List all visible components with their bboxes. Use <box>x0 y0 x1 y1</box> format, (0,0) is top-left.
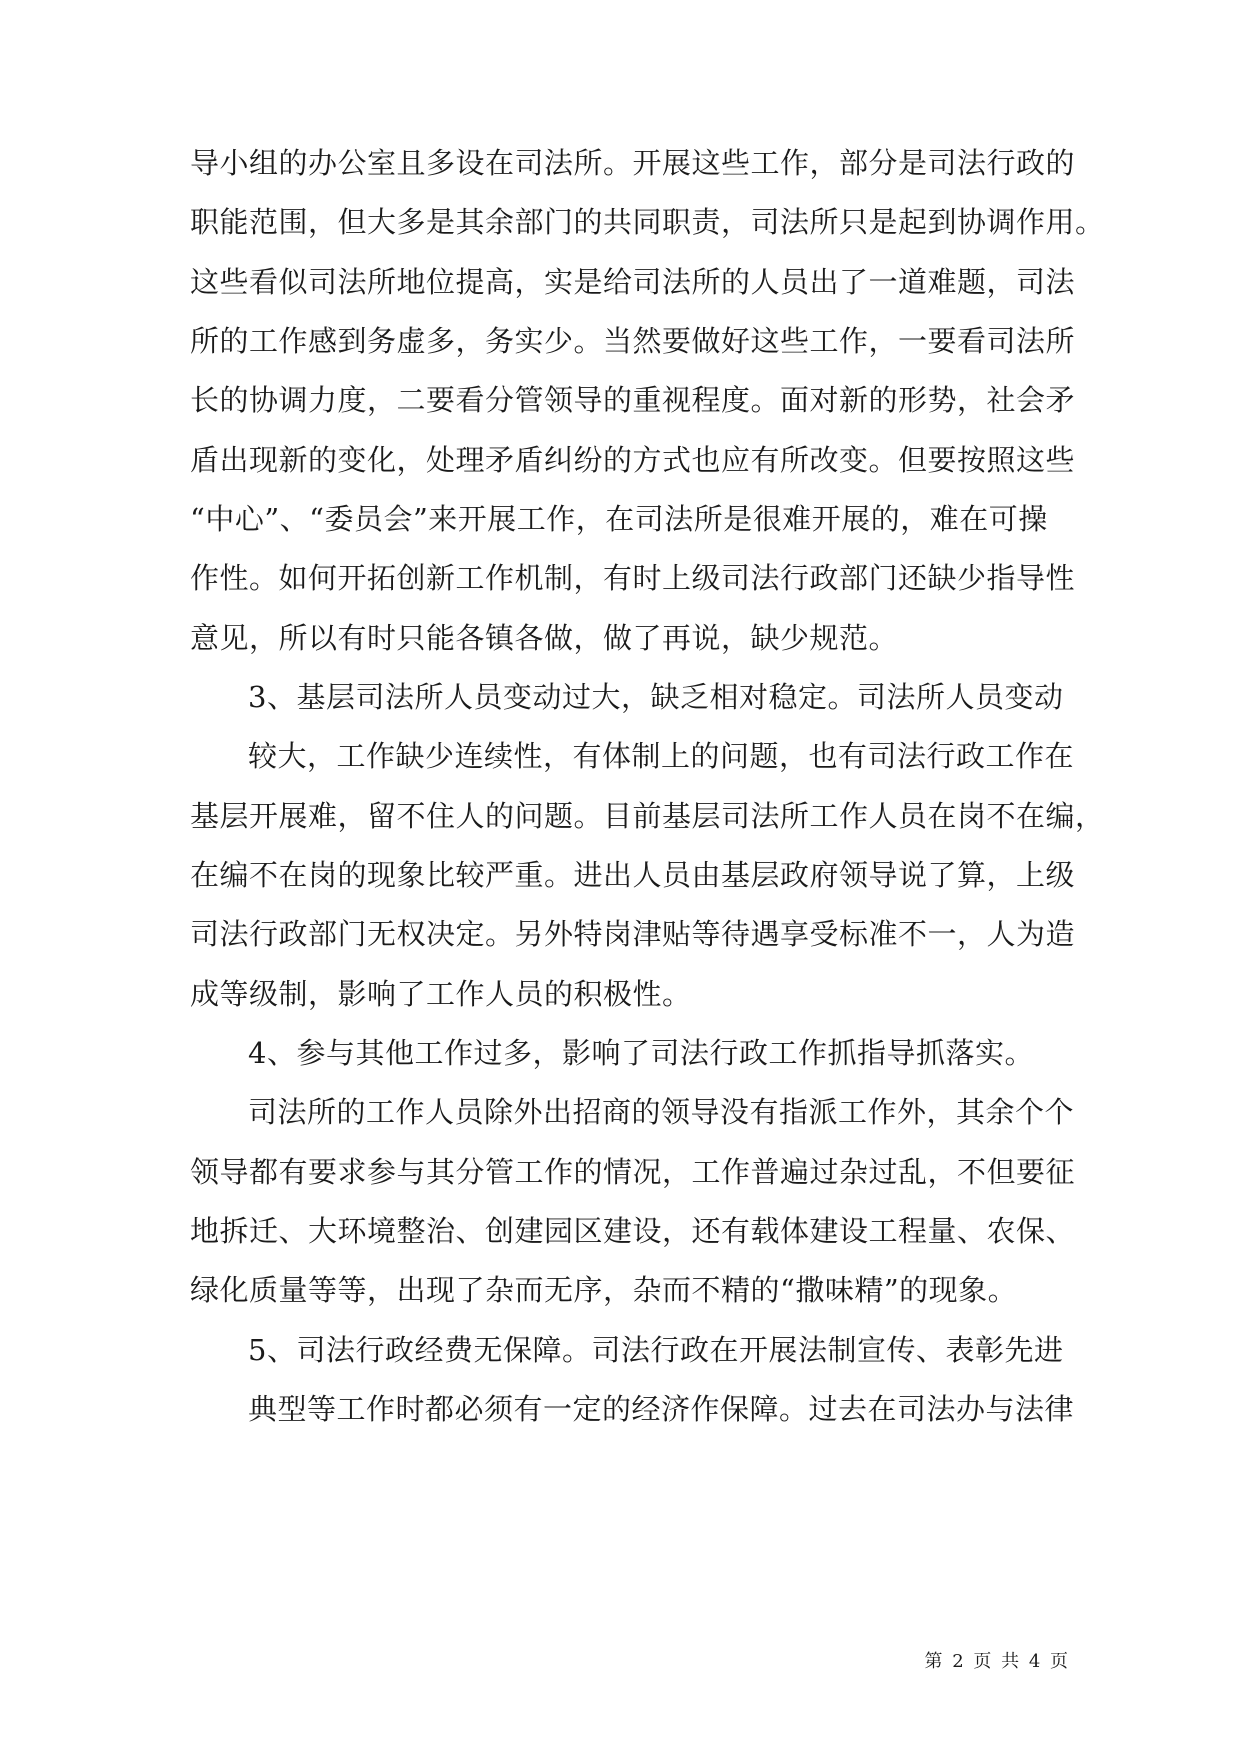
text-line: 长的协调力度，二要看分管领导的重视程度。面对新的形势，社会矛 <box>190 383 1076 417</box>
text-line: “中心”、“委员会”来开展工作，在司法所是很难开展的，难在可操 <box>190 502 1048 536</box>
text-line: 作性。如何开拓创新工作机制，有时上级司法行政部门还缺少指导性 <box>190 561 1076 595</box>
list-item-heading: 4、参与其他工作过多，影响了司法行政工作抓指导抓落实。 <box>248 1036 1034 1070</box>
list-item-heading: 5、司法行政经费无保障。司法行政在开展法制宣传、表彰先进 <box>248 1333 1064 1367</box>
text-line: 较大，工作缺少连续性，有体制上的问题，也有司法行政工作在 <box>248 739 1075 773</box>
text-line: 这些看似司法所地位提高，实是给司法所的人员出了一道难题，司法 <box>190 265 1076 299</box>
text-line: 职能范围，但大多是其余部门的共同职责，司法所只是起到协调作用。 <box>190 205 1105 239</box>
text-line: 司法行政部门无权决定。另外特岗津贴等待遇享受标准不一，人为造 <box>190 917 1076 951</box>
text-line: 司法所的工作人员除外出招商的领导没有指派工作外，其余个个 <box>248 1095 1075 1129</box>
text-line: 意见，所以有时只能各镇各做，做了再说，缺少规范。 <box>190 621 899 655</box>
text-line: 盾出现新的变化，处理矛盾纠纷的方式也应有所改变。但要按照这些 <box>190 443 1076 477</box>
page-number: 第 2 页 共 4 页 <box>924 1651 1070 1672</box>
text-line: 导小组的办公室且多设在司法所。开展这些工作，部分是司法行政的 <box>190 146 1076 180</box>
text-line: 地拆迁、大环境整治、创建园区建设，还有载体建设工程量、农保、 <box>190 1214 1076 1248</box>
text-line: 所的工作感到务虚多，务实少。当然要做好这些工作，一要看司法所 <box>190 324 1076 358</box>
text-line: 领导都有要求参与其分管工作的情况，工作普遍过杂过乱，不但要征 <box>190 1155 1076 1189</box>
text-line: 绿化质量等等，出现了杂而无序，杂而不精的“撒味精”的现象。 <box>190 1273 1018 1307</box>
list-item-heading: 3、基层司法所人员变动过大，缺乏相对稳定。司法所人员变动 <box>248 680 1064 714</box>
text-line: 基层开展难，留不住人的问题。目前基层司法所工作人员在岗不在编， <box>190 799 1105 833</box>
text-line: 典型等工作时都必须有一定的经济作保障。过去在司法办与法律 <box>248 1392 1075 1426</box>
text-line: 成等级制，影响了工作人员的积极性。 <box>190 977 692 1011</box>
text-line: 在编不在岗的现象比较严重。进出人员由基层政府领导说了算，上级 <box>190 858 1076 892</box>
